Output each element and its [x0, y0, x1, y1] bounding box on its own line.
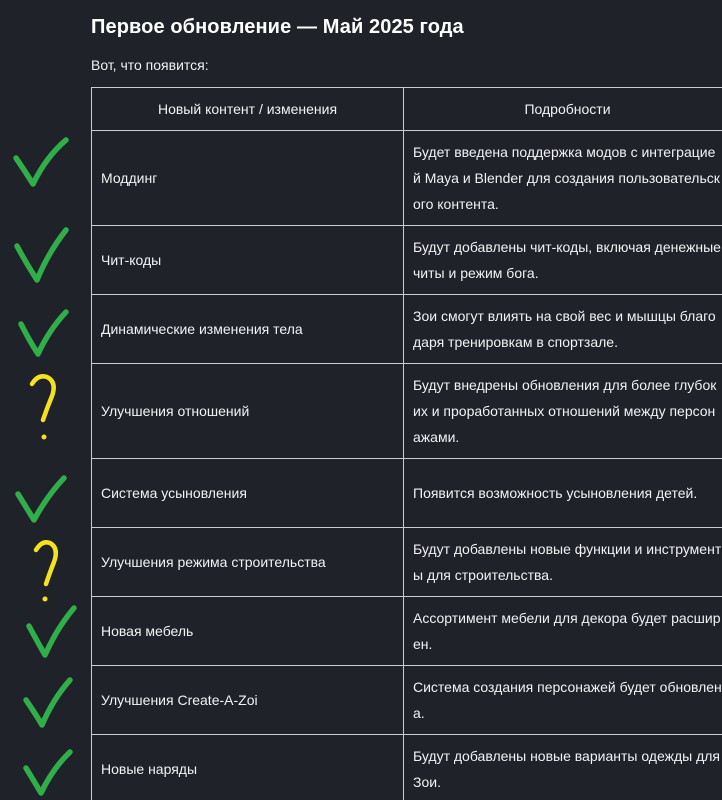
feature-cell: Динамические изменения тела: [92, 295, 404, 364]
details-cell: Будут добавлены новые варианты одежды для Зои.: [404, 735, 722, 800]
feature-cell: Новая мебель: [92, 597, 404, 666]
feature-cell: Система усыновления: [92, 459, 404, 528]
page-title: Первое обновление — Май 2025 года: [91, 16, 464, 38]
check-icon: [14, 474, 68, 524]
details-cell: Ассортимент мебели для декора будет расширен.: [404, 597, 722, 666]
table-row: [92, 735, 722, 800]
feature-cell: Новые наряды: [92, 735, 404, 800]
check-icon: [22, 676, 74, 730]
check-icon: [12, 136, 70, 190]
details-cell: Будут внедрены обновления для более глубоких и проработанных отношений между персонажами.: [404, 364, 722, 459]
intro-text: Вот, что появится:: [91, 57, 209, 73]
table-row: [92, 666, 722, 735]
check-icon: [12, 226, 70, 286]
check-icon: [24, 604, 78, 660]
question-mark-icon: [26, 372, 60, 442]
check-icon: [22, 748, 74, 796]
table-row: [92, 131, 722, 226]
table-row: [92, 295, 722, 364]
feature-cell: Улучшения Create-A-Zoi: [92, 666, 404, 735]
details-cell: Система создания персонажей будет обновлена.: [404, 666, 722, 735]
feature-cell: Улучшения режима строительства: [92, 528, 404, 597]
updates-table: [91, 87, 722, 800]
table-row: [92, 528, 722, 597]
details-cell: Будут добавлены новые функции и инструменты для строительства.: [404, 528, 722, 597]
feature-cell: Моддинг: [92, 131, 404, 226]
details-cell: Появится возможность усыновления детей.: [404, 459, 722, 528]
question-mark-icon: [30, 538, 62, 604]
details-cell: Будут добавлены чит-коды, включая денежные читы и режим бога.: [404, 226, 722, 295]
table-row: [92, 459, 722, 528]
table-row: [92, 226, 722, 295]
column-header-details: Подробности: [404, 88, 722, 131]
details-cell: Будет введена поддержка модов с интеграцией Maya и Blender для создания пользовательского контента.: [404, 131, 722, 226]
feature-cell: Улучшения отношений: [92, 364, 404, 459]
check-icon: [16, 308, 70, 358]
column-header-content: Новый контент / изменения: [92, 88, 404, 131]
feature-cell: Чит-коды: [92, 226, 404, 295]
table-row: [92, 597, 722, 666]
details-cell: Зои смогут влиять на свой вес и мышцы благодаря тренировкам в спортзале.: [404, 295, 722, 364]
table-header-row: [92, 88, 722, 131]
table-row: [92, 364, 722, 459]
